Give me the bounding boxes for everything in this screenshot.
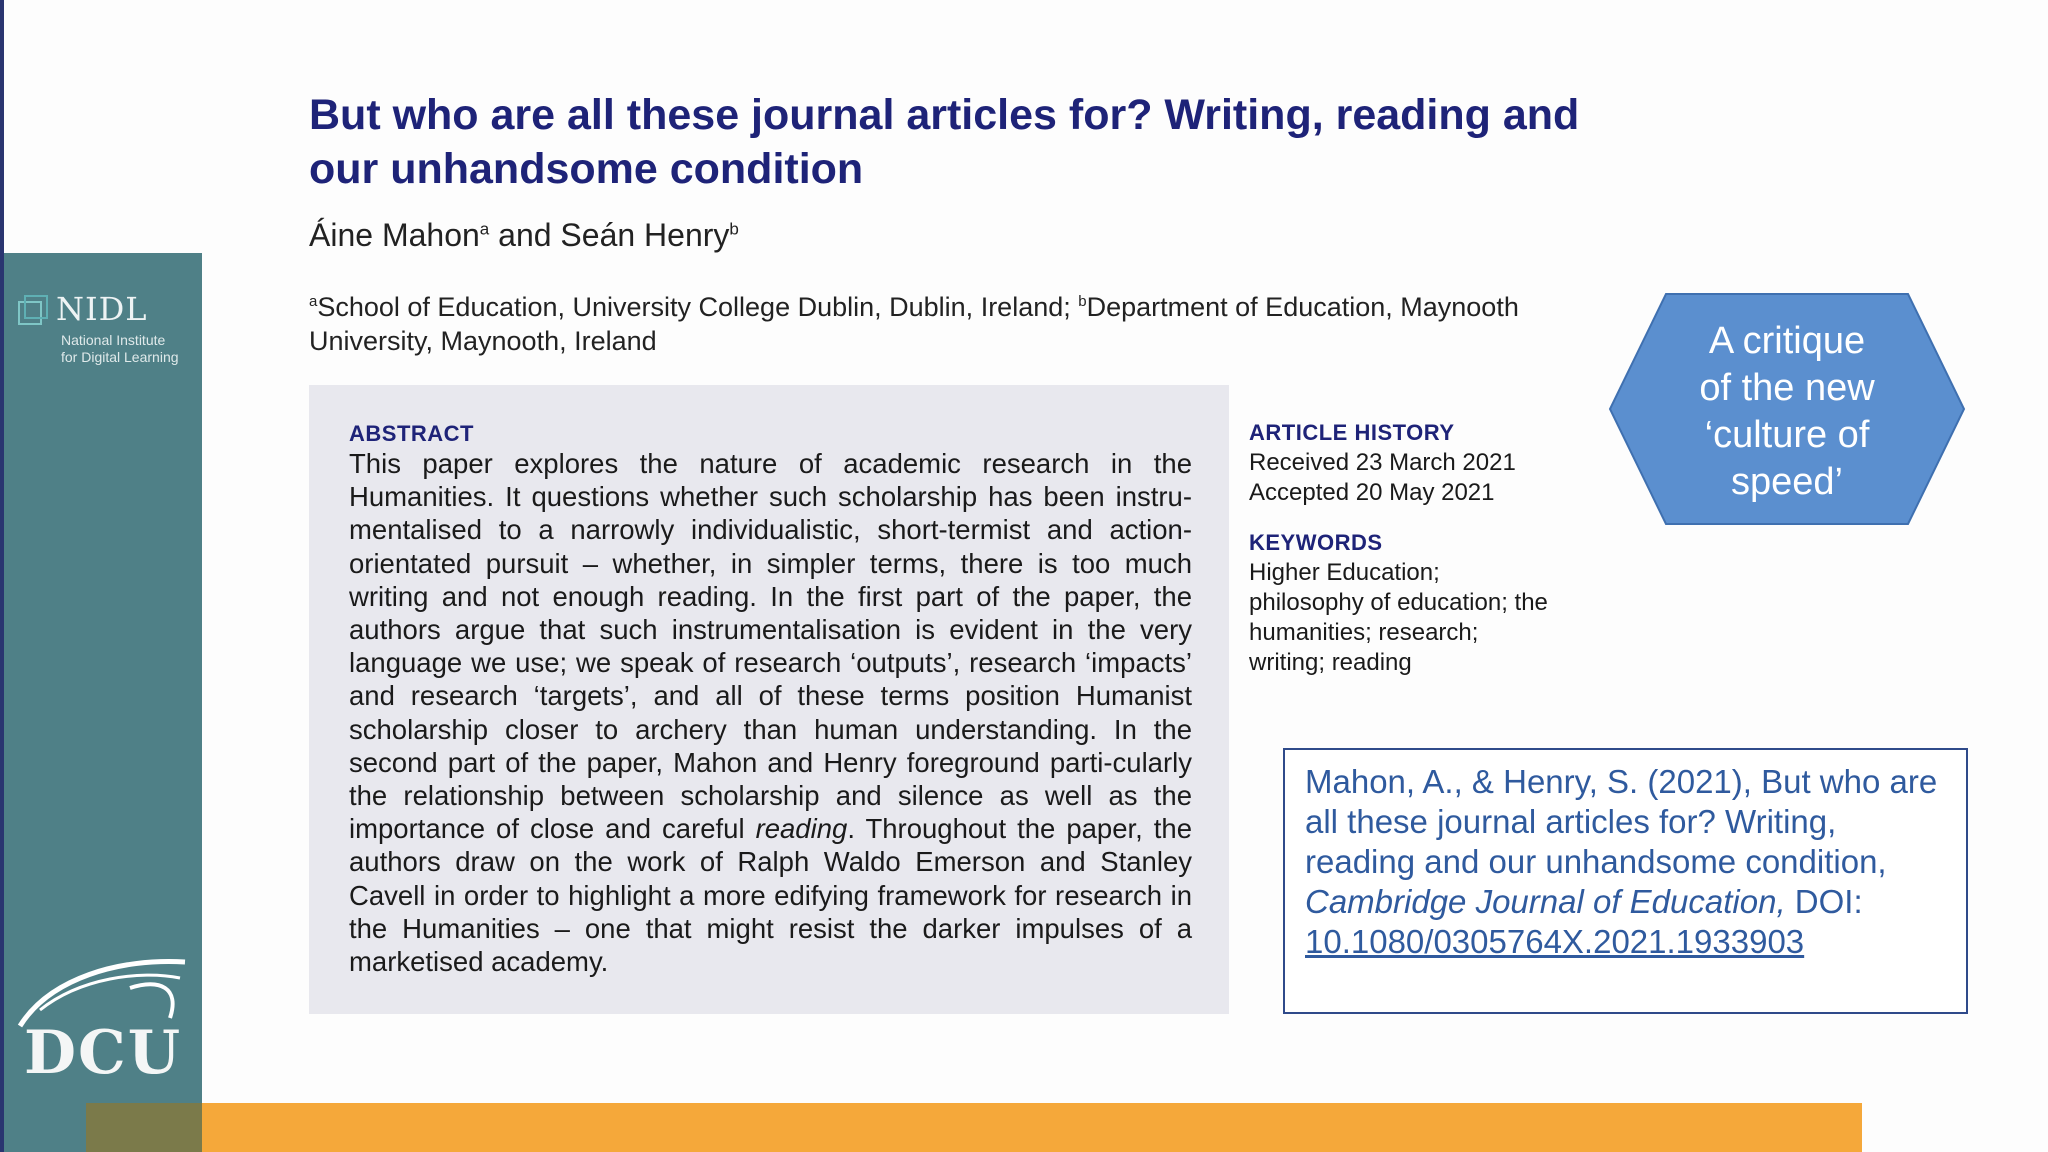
nidl-name: NIDL: [56, 290, 148, 328]
bottom-accent-bar: [86, 1103, 1862, 1152]
affil-a-mark: a: [309, 293, 318, 310]
author-joiner: and: [489, 217, 561, 253]
callout-text: [1608, 318, 1966, 506]
author-1-affil-mark: a: [479, 219, 490, 239]
keywords-heading: KEYWORDS: [1249, 530, 1383, 555]
citation-text: [1305, 762, 1955, 962]
affil-a-text: School of Education, University College Dublin, Dublin, Ireland;: [317, 292, 1079, 322]
article-title: But who are all these journal articles for? Writing, reading and our unhandsome condition: [309, 91, 1580, 193]
authors: [309, 217, 739, 254]
nidl-subtitle-1: National Institute: [61, 332, 166, 348]
citation-doi-link[interactable]: 10.1080/0305764X.2021.1933903: [1305, 923, 1805, 960]
nidl-logo: [18, 290, 198, 366]
affil-b-mark: b: [1078, 293, 1087, 310]
author-2: Seán Henry: [560, 217, 730, 253]
accepted-date: Accepted 20 May 2021: [1249, 479, 1495, 506]
abstract-italic-word: reading: [755, 813, 848, 845]
callout-line: of the new: [1699, 367, 1875, 409]
dcu-swoosh-icon: [10, 948, 190, 1028]
affiliations: [309, 285, 1549, 358]
keywords-line: writing; reading: [1249, 649, 1412, 676]
callout-line: A critique: [1708, 320, 1866, 362]
callout-line: speed’: [1731, 461, 1843, 503]
author-2-affil-mark: b: [729, 219, 739, 239]
abstract-text-part-2: . Throughout the paper, the authors draw on the work of Ralph Waldo Emerson and Stanley Cavell in order to highlight a more edifying framework for research in the Humanities – one that might resist the darker impulses of a marketised academy.: [349, 813, 1192, 978]
keywords-line: humanities; research;: [1249, 619, 1479, 646]
bottom-accent-bar-overlap: [86, 1103, 202, 1152]
author-1: Áine Mahon: [309, 217, 480, 253]
callout-line: ‘culture of: [1704, 414, 1870, 456]
abstract-heading: ABSTRACT: [349, 421, 474, 446]
citation-box: [1283, 748, 1968, 1014]
abstract-box: [309, 385, 1229, 1014]
citation-main: Mahon, A., & Henry, S. (2021), But who are all these journal articles for? Writing, reading and our unhandsome condition,: [1305, 763, 1938, 880]
article-meta-column: [1249, 420, 1579, 678]
citation-journal: Cambridge Journal of Education,: [1305, 883, 1786, 920]
abstract-text: [349, 447, 1192, 978]
keywords-line: philosophy of education; the: [1249, 589, 1548, 616]
affil-b-text: Department of Education, Maynooth University, Maynooth, Ireland: [309, 292, 1519, 356]
received-date: Received 23 March 2021: [1249, 449, 1516, 476]
nidl-mark-icon: [18, 295, 46, 323]
abstract-text-part-1: This paper explores the nature of academic research in the Humanities. It questions whether such scholarship has been instru-mentalised to a narrowly individualistic, short-termist and action-orientated pursuit – whether, in simpler terms, there is too much writing and not enough reading. In the first part of the paper, the authors argue that such instrumentalisation is evident in the very language we use; we speak of research ‘outputs’, research ‘impacts’ and research ‘targets’, and all of these terms position Humanist scholarship closer to archery than human understanding. In the second part of the paper, Mahon and Henry foreground parti-cularly the relationship between scholarship and silence as well as the importance of close and careful: [349, 448, 1192, 845]
article-history-heading: ARTICLE HISTORY: [1249, 420, 1455, 445]
nidl-subtitle-2: for Digital Learning: [61, 349, 179, 365]
dcu-name: DCU: [24, 1018, 183, 1088]
keywords-line: Higher Education;: [1249, 559, 1440, 586]
citation-doi-label: DOI:: [1785, 883, 1872, 920]
callout-hexagon: [1608, 292, 1966, 526]
